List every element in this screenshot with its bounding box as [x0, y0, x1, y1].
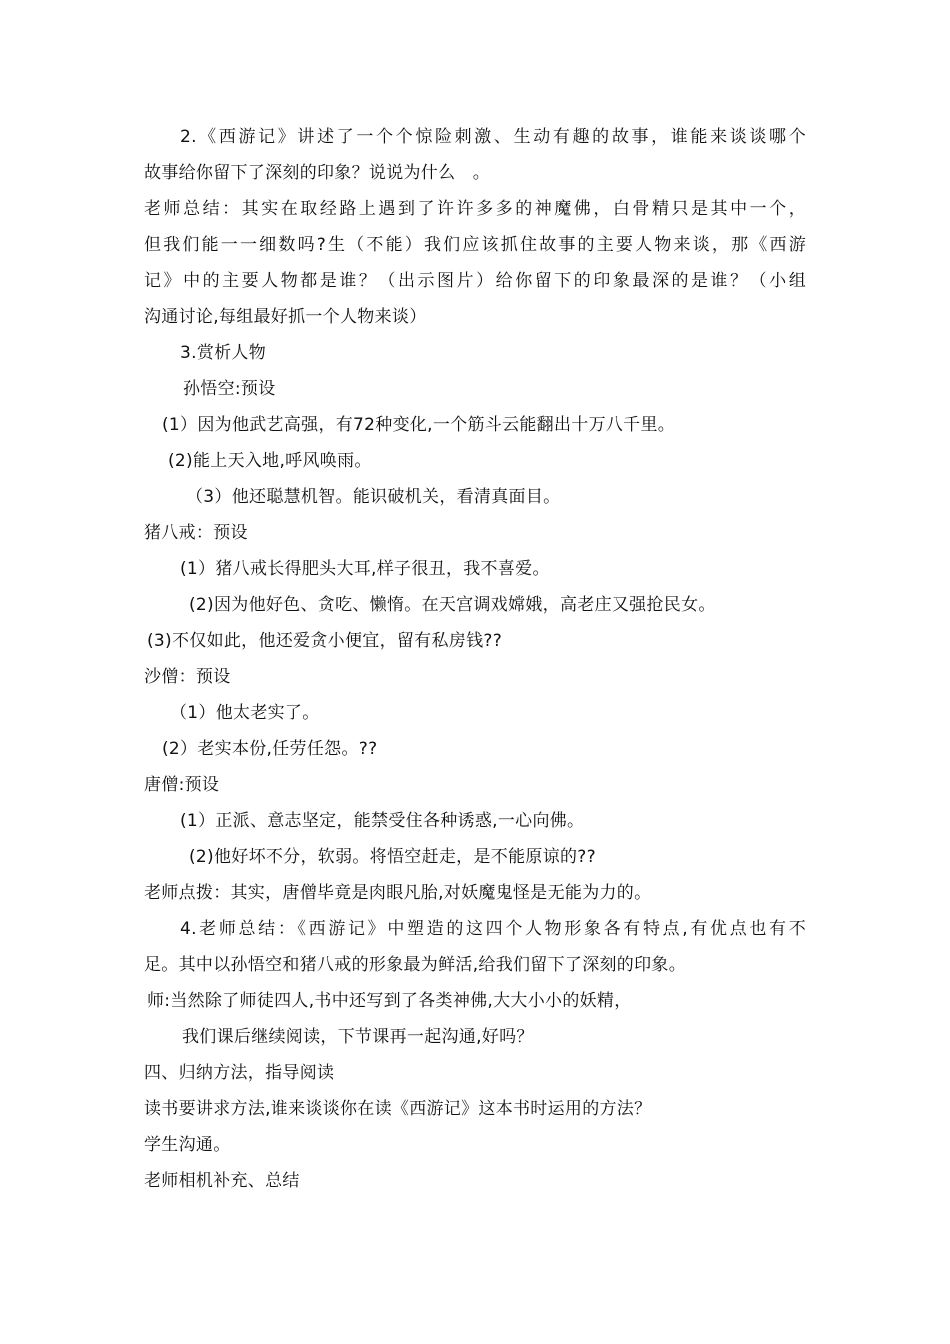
list-item: (1）因为他武艺高强，有72种变化,一个筋斗云能翻出十万八千里。 — [162, 415, 676, 435]
paragraph-line: 但我们能一一细数吗?生（不能）我们应该抓住故事的主要人物来谈，那《西游 — [144, 235, 806, 255]
list-item: (2)他好坏不分，软弱。将悟空赶走，是不能原谅的?? — [189, 847, 596, 867]
paragraph-line: 故事给你留下了深刻的印象？说说为什么 。 — [144, 163, 490, 183]
paragraph-line: 记》中的主要人物都是谁？（出示图片）给你留下的印象最深的是谁？（小组 — [144, 271, 806, 291]
list-item: (2)因为他好色、贪吃、懒惰。在天宫调戏嫦娥，高老庄又强抢民女。 — [189, 595, 716, 615]
character-heading: 孙悟空:预设 — [183, 379, 276, 399]
list-item: （3）他还聪慧机智。能识破机关，看清真面目。 — [186, 487, 561, 507]
list-item: (2）老实本份,任劳任怨。?? — [162, 739, 378, 759]
list-item: (1）正派、意志坚定，能禁受住各种诱惑,一心向佛。 — [180, 811, 585, 831]
character-heading: 沙僧：预设 — [144, 667, 231, 687]
character-heading: 唐僧:预设 — [144, 775, 220, 795]
paragraph-line: 师:当然除了师徒四人,书中还写到了各类神佛,大大小小的妖精， — [147, 991, 632, 1011]
paragraph-line: 4.老师总结：《西游记》中塑造的这四个人物形象各有特点,有优点也有不 — [180, 919, 806, 939]
paragraph-line: 老师点拨：其实，唐僧毕竟是肉眼凡胎,对妖魔鬼怪是无能为力的。 — [144, 883, 652, 903]
list-item: (1）猪八戒长得肥头大耳,样子很丑，我不喜爱。 — [180, 559, 550, 579]
paragraph-line: 学生沟通。 — [144, 1135, 231, 1155]
paragraph-line: 沟通讨论,每组最好抓一个人物来谈） — [144, 307, 427, 327]
paragraph-line: 读书要讲求方法,谁来谈谈你在读《西游记》这本书时运用的方法？ — [144, 1099, 652, 1119]
section-heading: 四、归纳方法，指导阅读 — [144, 1063, 335, 1083]
section-heading: 3.赏析人物 — [180, 343, 267, 363]
paragraph-line: 足。其中以孙悟空和猪八戒的形象最为鲜活,给我们留下了深刻的印象。 — [144, 955, 687, 975]
list-item: (2)能上天入地,呼风唤雨。 — [168, 451, 372, 471]
paragraph-line: 老师相机补充、总结 — [144, 1171, 300, 1191]
paragraph-line: 老师总结：其实在取经路上遇到了许许多多的神魔佛，白骨精只是其中一个， — [144, 199, 806, 219]
paragraph-line: 2.《西游记》讲述了一个个惊险刺激、生动有趣的故事，谁能来谈谈哪个 — [180, 127, 806, 147]
list-item: （1）他太老实了。 — [170, 703, 320, 723]
list-item: (3)不仅如此，他还爱贪小便宜，留有私房钱?? — [147, 631, 503, 651]
paragraph-line: 我们课后继续阅读，下节课再一起沟通,好吗？ — [182, 1027, 534, 1047]
character-heading: 猪八戒：预设 — [144, 523, 248, 543]
